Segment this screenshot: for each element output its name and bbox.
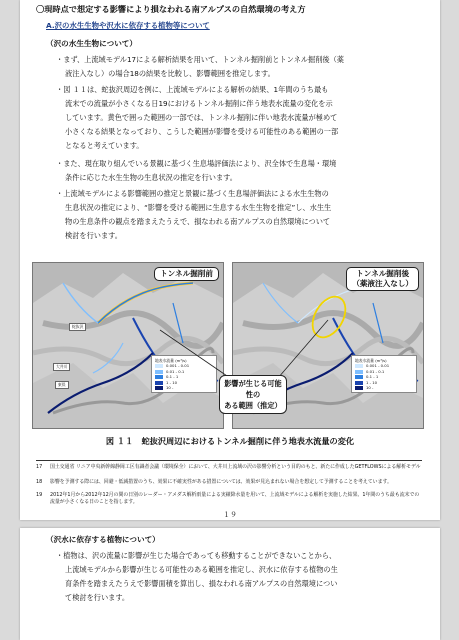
legend-item: 1 - 10 [355,380,413,385]
bullet-4-line: ・上流域モデルによる影響範囲の推定と景観に基づく生息場評価法による水生生物の [56,189,329,198]
legend-item: 10 - [355,385,413,390]
footnote-rule [36,460,422,461]
bullet-4-line: 物の生息条件の観点を踏まえたうえで、損なわれる南アルプスの自然環境について [65,217,331,226]
bullet-1-line: 液注入なし）の場合18の結果を比較し、影響範囲を推定します。 [65,69,275,78]
place-label: 大井川 [53,363,70,371]
plant-bullet-line: て検討を行います。 [65,593,130,602]
document-page-1 [20,0,440,520]
legend-item: 1 - 10 [155,380,213,385]
legend-title: 地表水流量 (m³/s) [155,358,187,363]
bullet-2-line: しています。黄色で囲った範囲の一部では、トンネル掘削に伴い地表水流量が極めて [65,113,338,122]
map-label-after: トンネル掘削後 （薬液注入なし） [346,267,419,291]
figure-caption: 図 １１ 蛇抜沢周辺におけるトンネル掘削に伴う地表水流量の変化 [105,436,355,446]
bullet-4-line: 生息状況の推定により、“影響を受ける範囲に生息する水生生物を推定”し、水生生 [65,203,332,212]
footnote: 17 国土交通省 リニア中央新幹線静岡工区有識者会議（環境保全）において、大井川上流域の沢の影響分析という目的のもと、新たに作成したGETFLOWSによる解析モデル [36,464,421,470]
footnote: 18 影響を予測する際には、回避・低減措置のうち、効果に不確実性がある措置については、効果が見込まれない場合を想定して予測することを考えています。 [36,479,392,485]
bullet-3-line: ・また、現在取り組んでいる景観に基づく生息場評価法により、沢全体で生息場・環境 [56,159,337,168]
sub-heading: A.沢の水生生物や沢水に依存する植物等について [46,21,210,30]
bullet-1-line: ・まず、上流域モデル17による解析結果を用いて、トンネル掘削前とトンネル掘削後（薬 [56,55,344,64]
legend-item: 0.001 - 0.01 [355,363,413,368]
legend-item: 0.1 - 1 [355,374,413,379]
legend-item: 0.01 - 0.1 [155,369,213,374]
bullet-2-line: 流末での流量が小さくなる日19におけるトンネル掘削に伴う地表水流量の変化を示 [65,99,333,108]
place-label: 蛇抜沢 [69,323,86,331]
section-heading: 〇現時点で想定する影響により損なわれる南アルプスの自然環境の考え方 [36,4,306,14]
bullet-3-line: 条件に応じた水生生物の生息状況の推定を行います。 [65,173,237,182]
plant-bullet [56,549,338,605]
page-number: １９ [223,511,237,519]
legend-item: 0.001 - 0.01 [155,363,213,368]
legend-item: 0.1 - 1 [155,374,213,379]
bullet-2-line: となると考えています。 [65,141,144,150]
legend-item: 10 - [155,385,213,390]
plant-bullet-line: ・植物は、沢の流量に影響が生じた場合であっても移動することができないことから、 [56,551,337,560]
bullet-2-line: 小さくなる結果となっており、こうした範囲が影響を受ける可能性のある範囲の一部 [65,127,339,136]
legend-item: 0.01 - 0.1 [355,369,413,374]
map-label-before: トンネル掘削前 [154,267,219,281]
plant-bullet-line: 上流域モデルから影響が生じる可能性のある範囲を推定し、沢水に依存する植物の生 [65,565,338,574]
document-page-2 [20,528,440,640]
footnote: 19 2012年1月から2012年12月の間の日別のレーダー・アメダス解析雨量による実績降水量を用いて、上流域モデルによる解析を実施した結果、1年間のうち最も流末での流量が小さくなる日のことを指します。 [36,492,420,505]
plant-heading: （沢水に依存する植物について） [46,535,160,544]
aquatic-heading: （沢の水生生物について） [46,39,137,48]
place-label: 東俣 [55,381,69,389]
bullet-4-line: 検討を行います。 [65,231,122,240]
impact-area-callout: 影響が生じる可能性の ある範囲（推定） [219,375,287,414]
plant-bullet-line: 育条件を踏まえたうえで影響面積を算出し、損なわれる南アルプスの自然環境につい [65,579,338,588]
legend-title: 地表水流量 (m³/s) [355,358,387,363]
bullet-2-line: ・図 １１は、蛇抜沢周辺を例に、上流域モデルによる解析の結果、1年間のうち最も [56,85,329,94]
